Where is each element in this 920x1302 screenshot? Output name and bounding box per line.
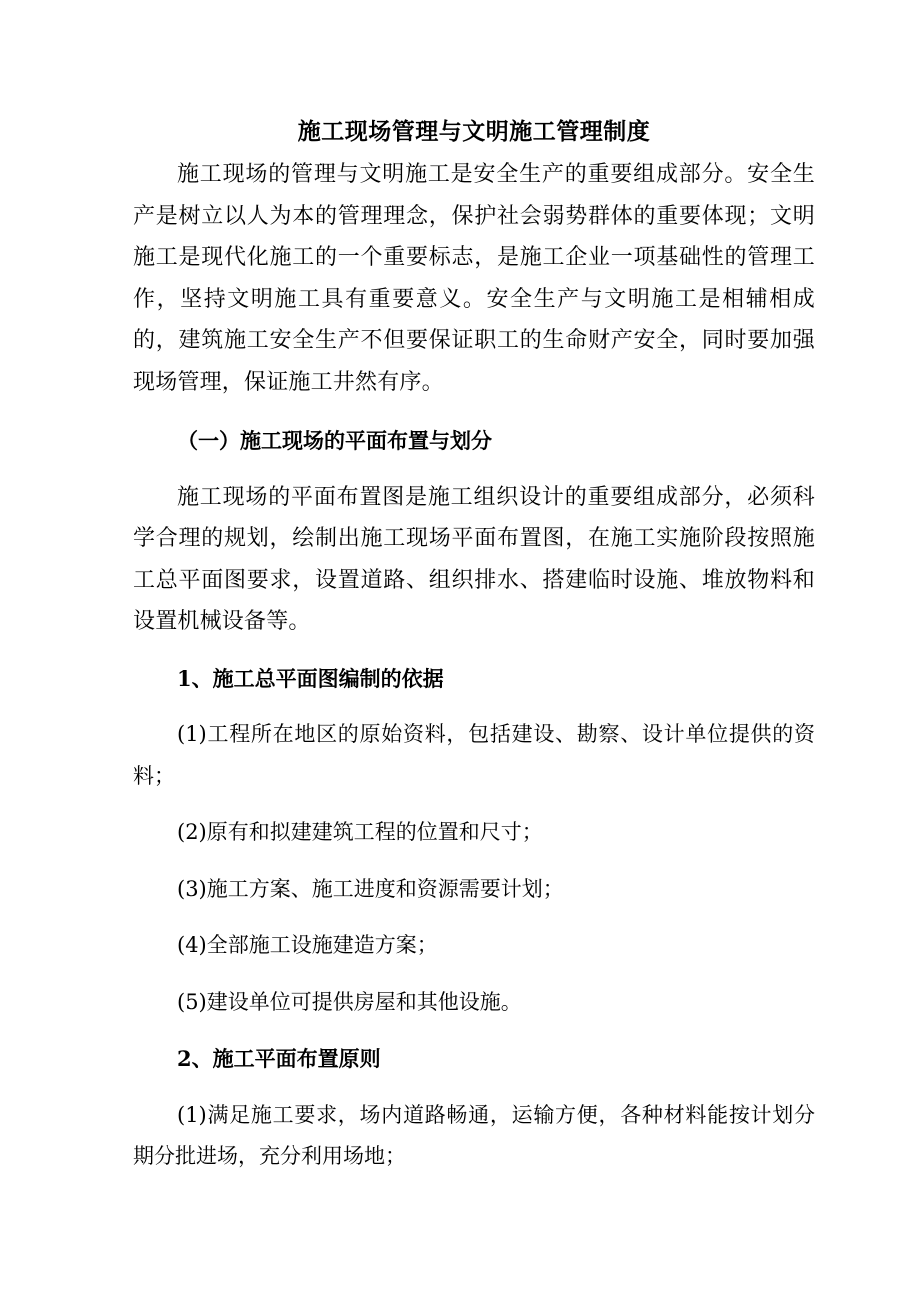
document-title: 施工现场管理与文明施工管理制度 [297,118,651,145]
section-heading-layout: （一）施工现场的平面布置与划分 [177,428,492,453]
basis-item-5: (5)建设单位可提供房屋和其他设施。 [177,989,522,1014]
basis-item-2: (2)原有和拟建建筑工程的位置和尺寸； [177,820,543,844]
subsection-heading-principles: 2、施工平面布置原则 [177,1046,381,1071]
document-body [133,112,815,1193]
basis-item-3: (3)施工方案、施工进度和资源需要计划； [177,876,564,901]
basis-item-4: (4)全部施工设施建造方案； [177,933,438,957]
basis-item-1: (1)工程所在地区的原始资料，包括建设、勘察、设计单位提供的资料； [133,722,815,788]
subsection-heading-basis: 1、施工总平面图编制的依据 [177,665,444,691]
intro-paragraph: 施工现场的管理与文明施工是安全生产的重要组成部分。安全生产是树立以人为本的管理理念，保护社会弱势群体的重要体现；文明施工是现代化施工的一个重要标志，是施工企业一项基础性的管理工作，坚持文明施工具有重要意义。安全生产与文明施工是相辅相成的，建筑施工安全生产不但要保证职工的生命财产安全，同时要加强现场管理，保证施工井然有序。 [133,162,815,395]
principle-item-1: (1)满足施工要求，场内道路畅通，运输方便，各种材料能按计划分期分批进场，充分利用场地； [133,1102,815,1168]
section-layout-paragraph: 施工现场的平面布置图是施工组织设计的重要组成部分，必须科学合理的规划，绘制出施工现场平面布置图，在施工实施阶段按照施工总平面图要求，设置道路、组织排水、搭建临时设施、堆放物料和设置机械设备等。 [133,484,815,634]
